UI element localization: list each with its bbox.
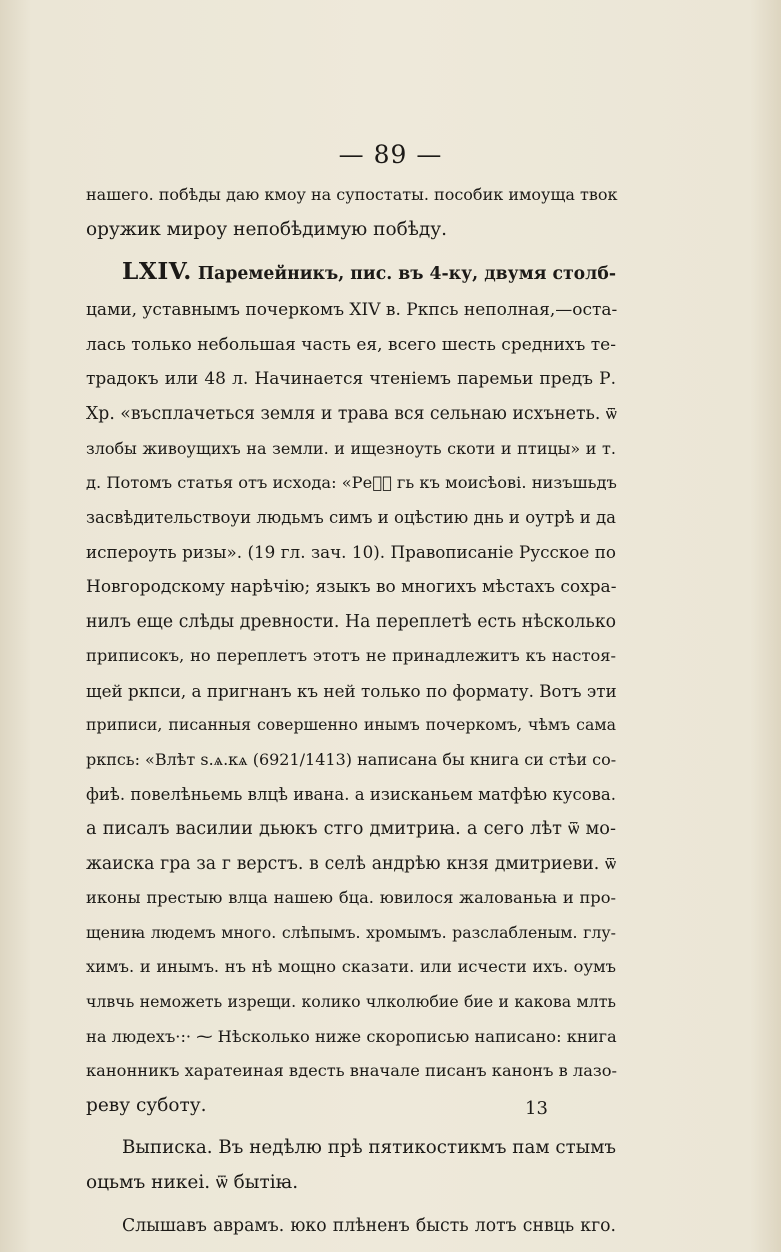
text-line: приписи, писанныя совершенно инымъ почеркомъ, чѣмъ сама xyxy=(86,715,616,735)
text-line: щей ркпси, а пригнанъ къ ней только по формату. Вотъ эти xyxy=(86,680,617,701)
text-line: приписокъ, но переплетъ этотъ не принадлежитъ къ настоя- xyxy=(86,646,616,666)
text-line: реву суботу. xyxy=(86,1094,207,1116)
text-line: иконы престыю влца нашею бца. ювилося жалованьꙗ и про- xyxy=(86,888,616,908)
text-line: испероуть ризы». (19 гл. зач. 10). Правописанiе Русское по xyxy=(86,542,616,563)
text-line: химъ. и инымъ. нъ нѣ мощно сказати. или исчести ихъ. оумъ xyxy=(86,957,616,977)
text-line: нашего. побѣды даю кмоу на супостаты. пособик имоуща твок xyxy=(86,185,618,204)
text-line: нилъ еще слѣды древности. На переплетѣ есть нѣсколько xyxy=(86,611,616,632)
text-line: традокъ или 48 л. Начинается чтенiемъ паремьи предъ Р. xyxy=(86,369,616,390)
signature-mark: 13 xyxy=(525,1098,548,1119)
entry-heading-line xyxy=(86,251,616,293)
text-line: на людехъ·:· ⁓ Нѣсколько ниже скорописью написано: книга xyxy=(86,1026,617,1046)
body-text xyxy=(86,178,616,1243)
text-line: цами, уставнымъ почеркомъ XIV в. Ркпсь неполная,—оста- xyxy=(86,300,618,321)
text-line: Хр. «въсплачеться земля и трава вся сельнаю исхънеть. ѿ xyxy=(86,403,617,424)
text-line: Новгородскому нарѣчiю; языкъ во многихъ мѣстахъ сохра- xyxy=(86,576,617,597)
text-line: лась только небольшая часть ея, всего шесть среднихъ те- xyxy=(86,334,616,355)
text-line: жаиска гра за г верстъ. в селѣ андрѣю кнзя дмитриеви. ѿ xyxy=(86,853,616,874)
text-line: канонникъ харатеиная вдесть вначале писанъ канонъ в лазо- xyxy=(86,1061,618,1081)
entry-number: LXIV. xyxy=(122,258,192,286)
text-line: оружик мироу непобѣдимую побѣду. xyxy=(86,218,448,240)
text-line: засвѣдительствоуи людьмъ симъ и оцѣстию днь и оутрѣ и да xyxy=(86,507,616,527)
text-line: д. Потомъ статья отъ исхода: «Реⷱ҇ гь къ моисѣовi. низъшьдъ xyxy=(86,473,617,493)
page-number: — 89 — xyxy=(338,140,443,169)
text-line: фиѣ. повелѣньемь влцѣ ивана. а изисканьем матфѣю кусова. xyxy=(86,784,616,804)
text-line: ркпсь: «Влѣт ѕ.ѧ.кѧ (6921/1413) написана бы книга си стѣи со- xyxy=(86,749,617,769)
quote-line: Слышавъ аврамъ. юко плѣненъ бысть лотъ снвць кго. xyxy=(122,1215,616,1236)
text-line: злобы живоущихъ на земли. и ищезноуть скоти и птицы» и т. xyxy=(86,438,616,458)
text-line: члвчь неможеть изрещи. колико члколюбие бие и какова млть xyxy=(86,992,616,1012)
text-line: а писалъ василии дьюкъ стго дмитриꙗ. а сего лѣт ѿ мо- xyxy=(86,819,616,840)
entry-title: Паремейникъ, пис. въ 4-ку, двумя столб- xyxy=(191,264,616,285)
extract-line: оцьмъ никеi. ѿ бытiꙗ. xyxy=(86,1172,299,1194)
extract-line: Выписка. Въ недѣлю прѣ пятикостикмъ пам стымъ xyxy=(122,1137,616,1159)
text-line: щениꙗ людемъ много. слѣпымъ. хромымъ. разслабленым. глу- xyxy=(86,922,616,942)
